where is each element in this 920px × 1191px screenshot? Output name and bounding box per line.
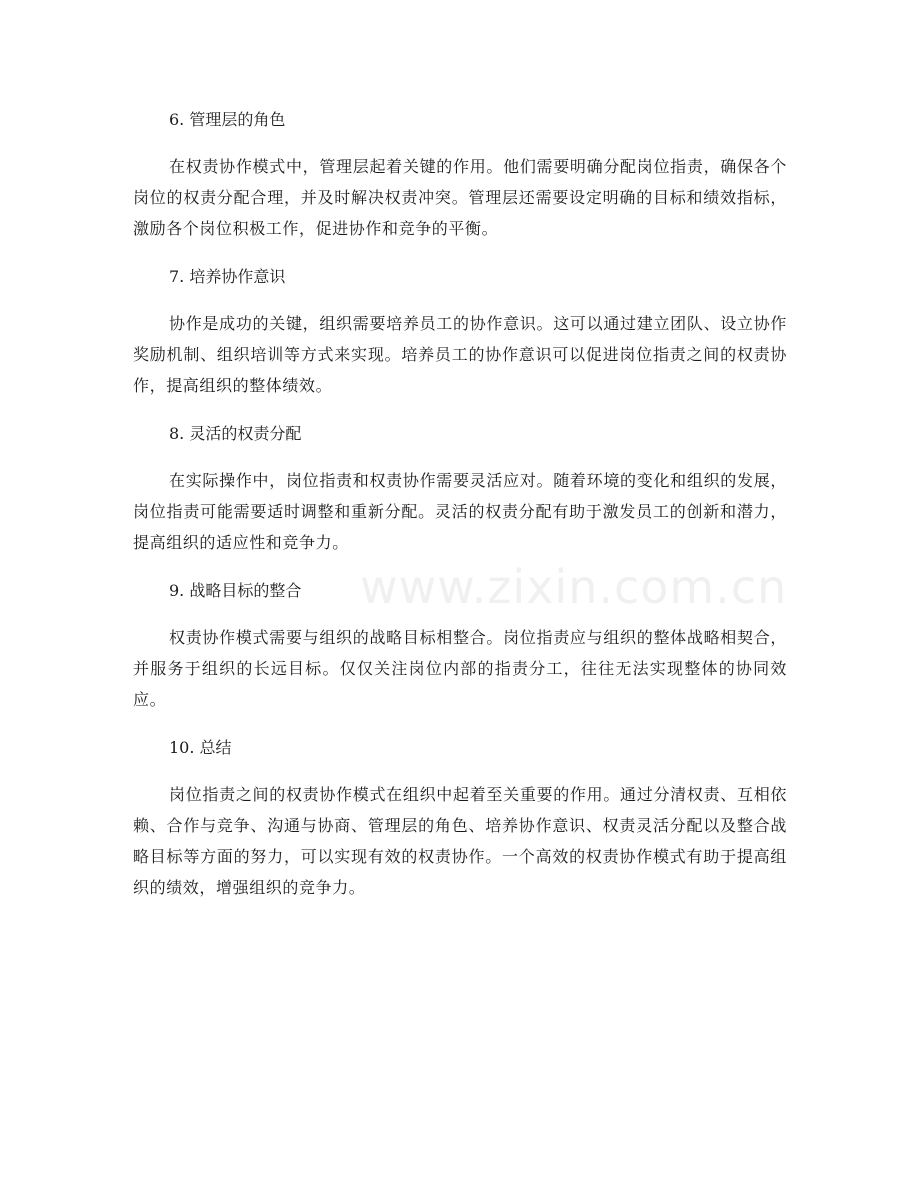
section-strategy-integration — [133, 574, 787, 715]
section-paragraph: 在实际操作中，岗位指责和权责协作需要灵活应对。随着环境的变化和组织的发展，岗位指责可能需要适时调整和重新分配。灵活的权责分配有助于激发员工的创新和潜力，提高组织的适应性和竞争力。 — [133, 471, 787, 552]
watermark: www.zixin.com.cn — [360, 560, 788, 614]
section-management-role — [133, 103, 787, 244]
section-summary — [133, 731, 787, 903]
section-heading: 7. 培养协作意识 — [169, 267, 286, 286]
section-heading: 6. 管理层的角色 — [169, 110, 286, 129]
section-flexible-allocation — [133, 417, 787, 558]
section-paragraph: 岗位指责之间的权责协作模式在组织中起着至关重要的作用。通过分清权责、互相依赖、合作与竞争、沟通与协商、管理层的角色、培养协作意识、权责灵活分配以及整合战略目标等方面的努力，可以实现有效的权责协作。一个高效的权责协作模式有助于提高组织的绩效，增强组织的竞争力。 — [133, 785, 787, 897]
section-heading: 8. 灵活的权责分配 — [169, 424, 302, 443]
section-paragraph: 在权责协作模式中，管理层起着关键的作用。他们需要明确分配岗位指责，确保各个岗位的权责分配合理，并及时解决权责冲突。管理层还需要设定明确的目标和绩效指标，激励各个岗位积极工作，促进协作和竞争的平衡。 — [133, 157, 787, 238]
section-heading: 9. 战略目标的整合 — [169, 581, 302, 600]
section-heading: 10. 总结 — [169, 738, 232, 757]
section-paragraph: 权责协作模式需要与组织的战略目标相整合。岗位指责应与组织的整体战略相契合，并服务于组织的长远目标。仅仅关注岗位内部的指责分工，往往无法实现整体的协同效应。 — [133, 628, 787, 709]
document-content — [133, 103, 787, 919]
section-paragraph: 协作是成功的关键，组织需要培养员工的协作意识。这可以通过建立团队、设立协作奖励机制、组织培训等方式来实现。培养员工的协作意识可以促进岗位指责之间的权责协作，提高组织的整体绩效。 — [133, 314, 787, 395]
section-collaboration-awareness — [133, 260, 787, 401]
